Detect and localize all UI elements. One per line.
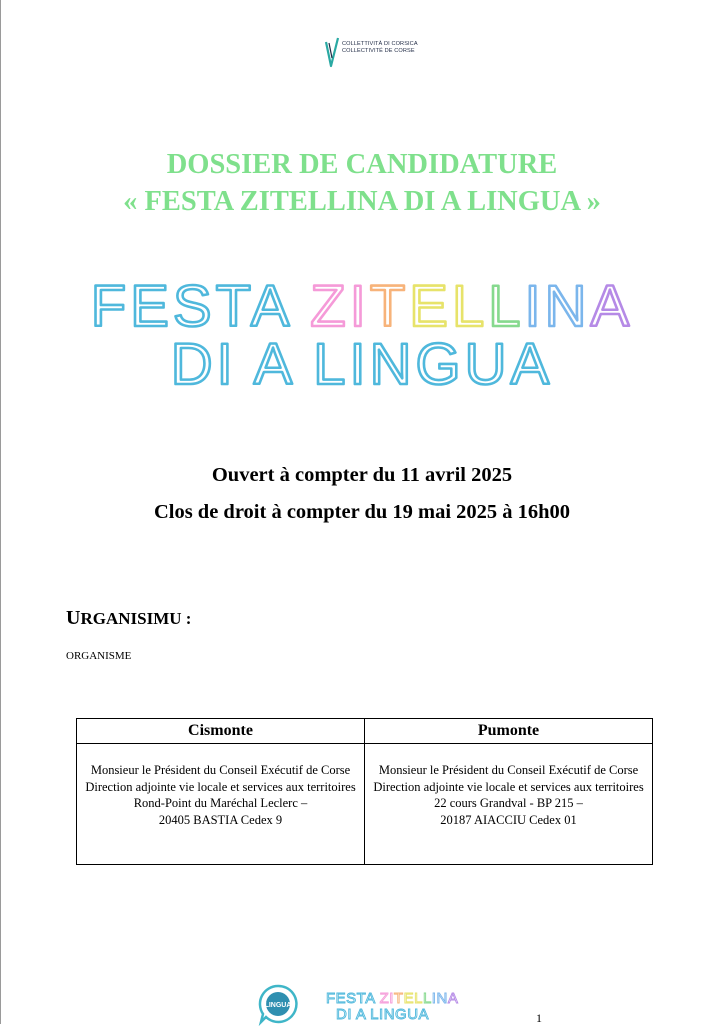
banner-letter: E xyxy=(409,274,452,339)
cismonte-header: Cismonte xyxy=(77,719,365,744)
logo-line-1: COLLETTIVITÀ DI CORSICA xyxy=(342,41,418,47)
cismonte-address xyxy=(77,744,365,865)
address-line: Direction adjointe vie locale et services aux territoires xyxy=(373,779,644,794)
organism-label-suffix: : xyxy=(181,609,192,628)
banner-letter: Z xyxy=(310,274,350,339)
banner-word-zitellina xyxy=(310,274,633,339)
lingua-speech-bubble-logo xyxy=(258,984,298,1024)
address-line: 20405 BASTIA Cedex 9 xyxy=(158,812,283,827)
banner-letter: I xyxy=(349,274,370,339)
banner-letter: I xyxy=(524,274,545,339)
close-date: Clos de droit à compter du 19 mai 2025 à 16h00 xyxy=(153,501,571,523)
banner-letter: L xyxy=(488,274,525,339)
title-line-2: « FESTA ZITELLINA DI A LINGUA » xyxy=(123,186,601,217)
banner-letter: N xyxy=(544,274,591,339)
banner-letter: T xyxy=(393,990,404,1007)
banner-letter: E xyxy=(403,990,415,1007)
banner-letter: A xyxy=(590,274,634,339)
address-line: Rond-Point du Maréchal Leclerc – xyxy=(133,796,308,810)
address-line: Monsieur le Président du Conseil Exécutif de Corse xyxy=(90,763,351,777)
banner-letter: L xyxy=(422,990,432,1007)
organism-label-rest: RGANISIMU xyxy=(80,609,182,628)
footer-logo-text: LINGUA xyxy=(264,1002,292,1009)
footer-banner-line-1 xyxy=(326,990,458,1007)
organism-label xyxy=(66,607,191,630)
address-line: 20187 AIACCIU Cedex 01 xyxy=(440,812,577,827)
organism-label-cap: U xyxy=(66,607,81,629)
document-title xyxy=(0,146,724,220)
dates-block xyxy=(0,457,724,531)
address-table-header-row xyxy=(77,719,653,744)
banner-line-2: DI A LINGUA xyxy=(170,332,554,397)
pumonte-header: Pumonte xyxy=(365,719,653,744)
address-line: Direction adjointe vie locale et services aux territoires xyxy=(85,779,356,794)
banner-letter: Z xyxy=(379,990,390,1007)
collectivite-de-corse-logo xyxy=(325,36,418,68)
banner-letter: I xyxy=(389,990,394,1007)
address-line: Monsieur le Président du Conseil Exécutif de Corse xyxy=(378,763,639,777)
banner-letter: T xyxy=(369,274,410,339)
open-date: Ouvert à compter du 11 avril 2025 xyxy=(211,464,513,486)
page-number: 1 xyxy=(536,1011,542,1025)
footer-banner-word-zitellina xyxy=(380,990,459,1007)
banner-letter: L xyxy=(414,990,423,1007)
logo-text xyxy=(342,41,418,55)
address-table xyxy=(76,718,653,865)
festa-zitellina-banner xyxy=(0,274,724,397)
banner-word-festa: FESTA xyxy=(90,274,311,339)
banner-letter: L xyxy=(451,274,489,339)
footer-banner-line-2: DI A LINGUA xyxy=(336,1006,430,1023)
banner-letter: N xyxy=(436,990,448,1007)
banner-line-1 xyxy=(91,274,633,339)
pumonte-address xyxy=(365,744,653,865)
banner-letter: I xyxy=(431,990,437,1007)
organism-sublabel: ORGANISME xyxy=(66,650,132,662)
banner-letter: A xyxy=(447,990,459,1007)
logo-line-2: COLLECTIVITÉ DE CORSE xyxy=(342,48,415,54)
corsica-check-icon xyxy=(325,36,339,68)
footer-festa-banner xyxy=(322,988,459,1023)
address-table-row xyxy=(77,744,653,865)
address-line: 22 cours Grandval - BP 215 – xyxy=(434,796,583,810)
title-line-1: DOSSIER DE CANDIDATURE xyxy=(166,149,558,180)
footer-banner-word-festa: FESTA xyxy=(326,990,380,1007)
